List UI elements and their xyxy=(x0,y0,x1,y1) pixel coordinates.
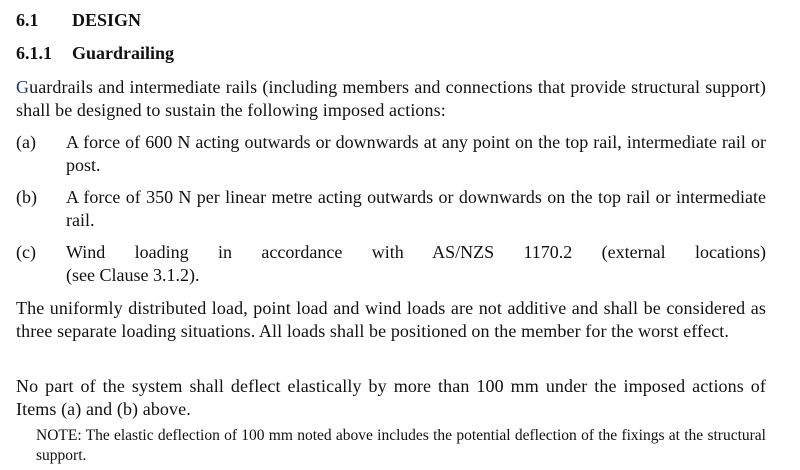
deflection-paragraph: No part of the system shall deflect elastically by more than 100 mm under the imposed actions of Items (a) and (b) above. xyxy=(16,376,766,419)
list-item-label: (a) xyxy=(16,132,36,152)
intro-text: uardrails and intermediate rails (including members and connections that provide structural support) shall be designed to sustain the following imposed actions: xyxy=(16,77,766,120)
section-heading xyxy=(16,9,141,31)
list-item-text: A force of 600 N acting outwards or downwards at any point on the top rail, intermediate rail or post. xyxy=(66,132,766,175)
list-item-text: A force of 350 N per linear metre acting outwards or downwards on the top rail or intermediate rail. xyxy=(66,187,766,230)
loads-paragraph: The uniformly distributed load, point load and wind loads are not additive and shall be considered as three separate loading situations. All loads shall be positioned on the member for the worst effect. xyxy=(16,298,766,341)
note-paragraph: NOTE: The elastic deflection of 100 mm noted above includes the potential deflection of the fixings at the structural support. xyxy=(36,427,766,464)
intro-first-letter: G xyxy=(16,77,30,97)
subsection-heading xyxy=(16,42,174,64)
list-item-text-line2: (see Clause 3.1.2). xyxy=(66,264,200,285)
list-item-text-line1: Wind loading in accordance with AS/NZS 1170.2 (external locations) xyxy=(66,242,766,262)
subsection-title: Guardrailing xyxy=(72,43,175,63)
subsection-number: 6.1.1 xyxy=(16,43,52,63)
list-item-label: (c) xyxy=(16,242,36,262)
intro-paragraph xyxy=(16,76,766,121)
list-item-label: (b) xyxy=(16,187,37,207)
section-number: 6.1 xyxy=(16,10,39,30)
section-title: DESIGN xyxy=(72,10,142,30)
